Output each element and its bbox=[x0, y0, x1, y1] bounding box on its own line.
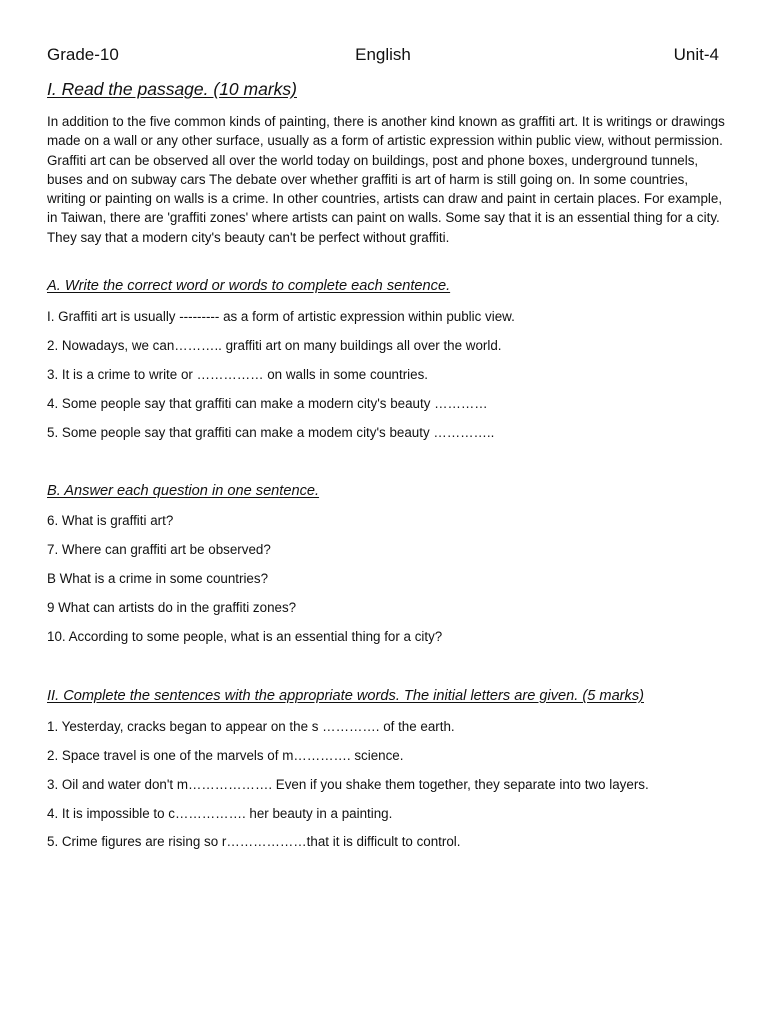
part-b-item: 7. Where can graffiti art be observed? bbox=[47, 542, 271, 557]
unit-label: Unit-4 bbox=[673, 45, 719, 64]
subject-label: English bbox=[355, 45, 411, 64]
section-two-item: 5. Crime figures are rising so r………………that it is difficult to control. bbox=[47, 834, 461, 849]
part-b-heading: B. Answer each question in one sentence. bbox=[47, 483, 320, 499]
part-a-heading: A. Write the correct word or words to complete each sentence. bbox=[47, 278, 451, 294]
page-header bbox=[47, 44, 719, 68]
part-a-item: 3. It is a crime to write or …………… on walls in some countries. bbox=[47, 367, 428, 382]
part-a-item: I. Graffiti art is usually --------- as a form of artistic expression within public view. bbox=[47, 309, 515, 324]
part-b-item: 9 What can artists do in the graffiti zones? bbox=[47, 600, 297, 615]
part-a-item: 5. Some people say that graffiti can make a modem city's beauty ………….. bbox=[47, 425, 495, 440]
section-two-item: 4. It is impossible to c……………. her beauty in a painting. bbox=[47, 806, 393, 821]
reading-passage: In addition to the five common kinds of painting, there is another kind known as graffiti art. It is writings or drawings made on a wall or any other surface, usually as a form of artistic expression within public view, without permission. Graffiti art can be observed all over the world today on buildings, post and phone boxes, underground tunnels, buses and on subway cars The debate over whether graffiti is art of harm is still going on. In some countries, writing or painting on walls is a crime. In other countries, artists can draw and paint in certain places. For example, in Taiwan, there are 'graffiti zones' where artists can paint on walls. Some say that it is an essential thing for a city. They say that a modern city's beauty can't be perfect without graffiti. bbox=[47, 114, 725, 245]
part-a-item: 2. Nowadays, we can……….. graffiti art on many buildings all over the world. bbox=[47, 338, 502, 353]
section-two-item: 3. Oil and water don't m………………. Even if you shake them together, they separate into two layers. bbox=[47, 777, 649, 792]
part-b-item: 10. According to some people, what is an essential thing for a city? bbox=[47, 629, 443, 644]
section-two-heading: II. Complete the sentences with the appropriate words. The initial letters are given. (5 marks) bbox=[47, 688, 644, 704]
section-one-heading: I. Read the passage. (10 marks) bbox=[47, 79, 297, 99]
part-a-item: 4. Some people say that graffiti can make a modern city's beauty ………… bbox=[47, 396, 488, 411]
section-two-item: 1. Yesterday, cracks began to appear on the s …………. of the earth. bbox=[47, 719, 455, 734]
part-b-item: B What is a crime in some countries? bbox=[47, 571, 269, 586]
grade-label: Grade-10 bbox=[47, 45, 119, 64]
section-two-item: 2. Space travel is one of the marvels of m…………. science. bbox=[47, 748, 404, 763]
part-b-item: 6. What is graffiti art? bbox=[47, 513, 174, 528]
